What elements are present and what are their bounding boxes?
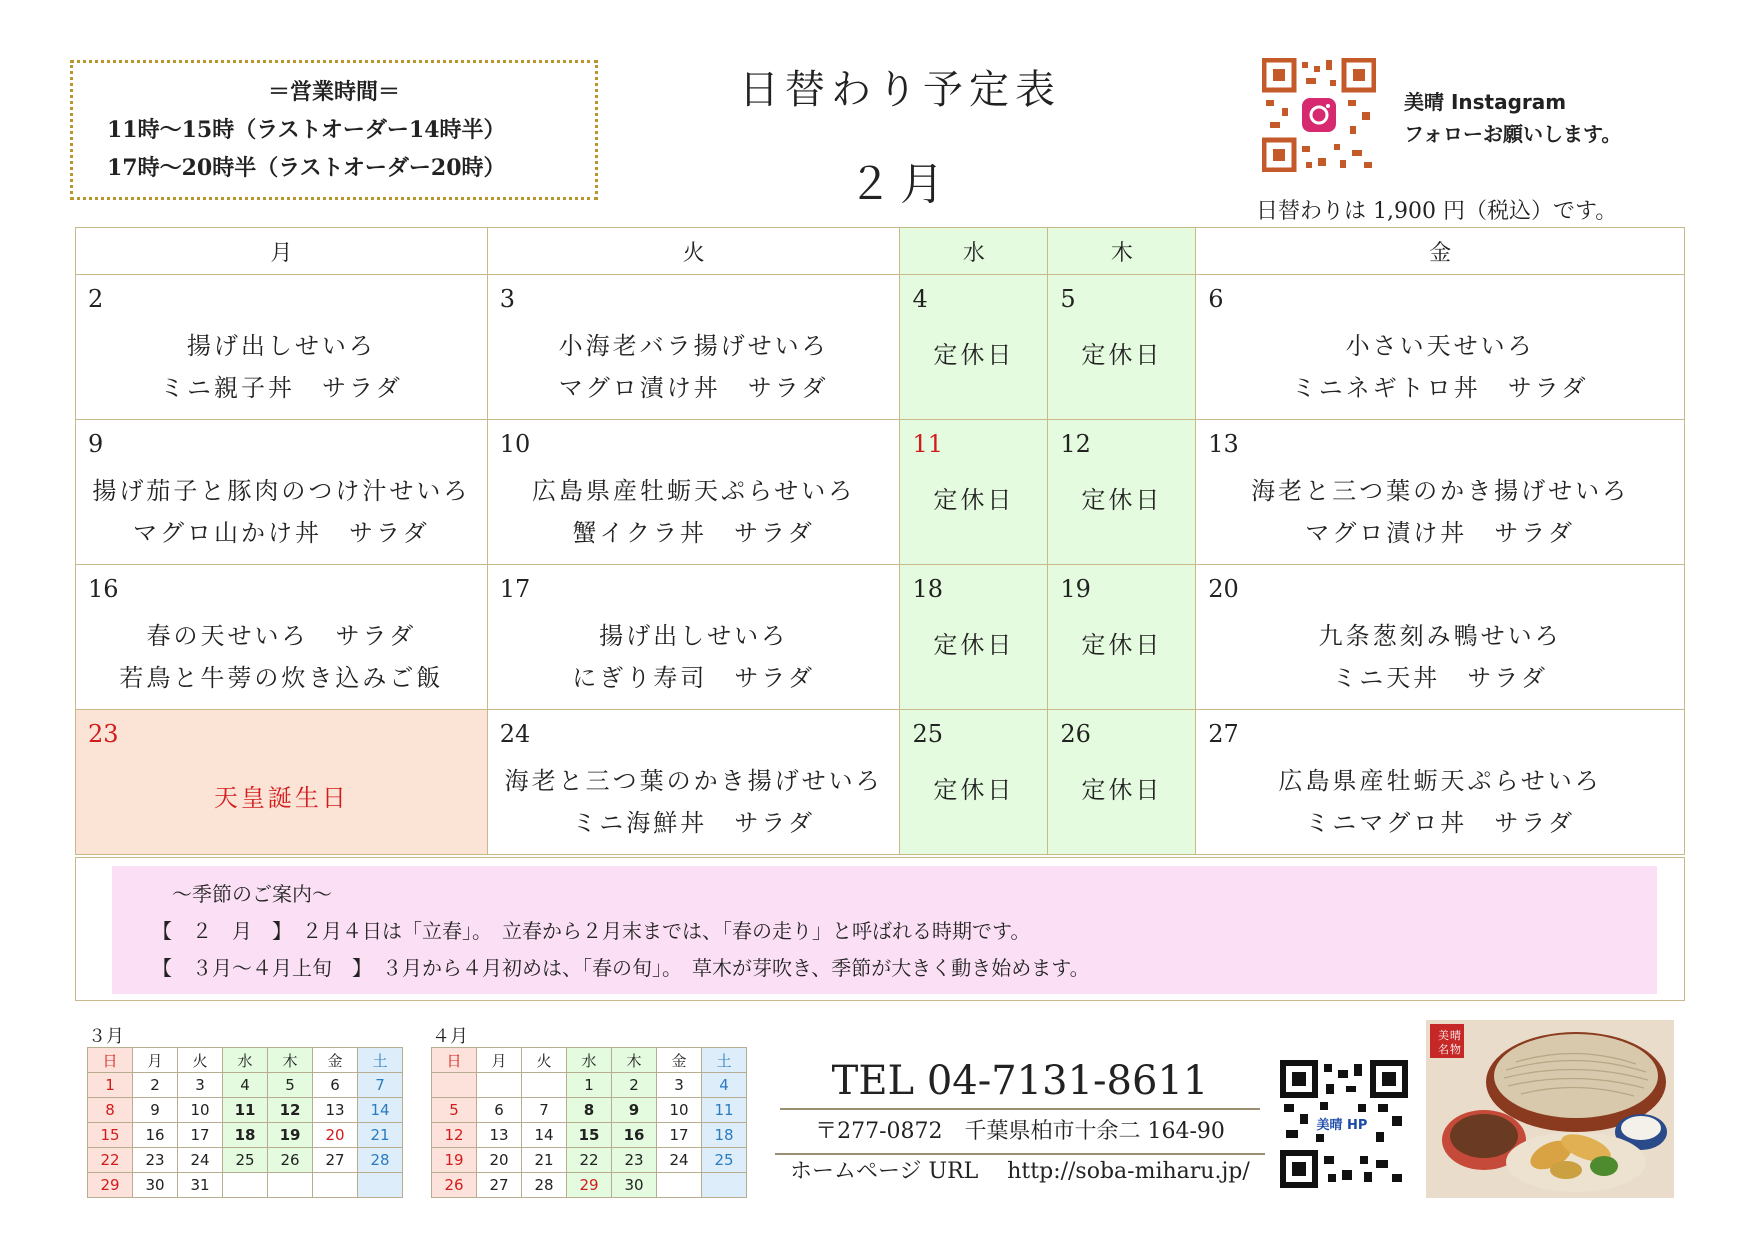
mini-day: 12 [268, 1098, 313, 1123]
menu-text [488, 275, 900, 409]
menu-line: 広島県産牡蛎天ぷらせいろ [531, 477, 856, 505]
menu-line: マグロ漬け丼 サラダ [1305, 519, 1576, 547]
mini-weekday: 水 [567, 1048, 612, 1073]
mini-day: 3 [657, 1073, 702, 1098]
menu-line: 若鳥と牛蒡の炊き込みご飯 [119, 664, 444, 692]
calendar-day-cell [1048, 275, 1196, 420]
mini-day: 27 [313, 1148, 358, 1173]
day-number: 24 [499, 720, 531, 748]
calendar-day-cell [76, 710, 488, 855]
calendar-day-cell [1048, 565, 1196, 710]
mini-day: 9 [133, 1098, 178, 1123]
mini-day: 19 [432, 1148, 477, 1173]
mini-day [358, 1173, 403, 1198]
mini-day: 20 [477, 1148, 522, 1173]
mini-day [657, 1173, 702, 1198]
mini-day: 2 [612, 1073, 657, 1098]
mini-weekday: 月 [133, 1048, 178, 1073]
mini-day: 14 [358, 1098, 403, 1123]
calendar-day-cell [487, 275, 900, 420]
mini-weekday: 金 [313, 1048, 358, 1073]
menu-line: 小さい天せいろ [1345, 332, 1535, 360]
mini-day: 17 [178, 1123, 223, 1148]
mini-day: 21 [358, 1123, 403, 1148]
calendar-day-cell [900, 275, 1048, 420]
mini-day: 14 [522, 1123, 567, 1148]
mini-day: 4 [702, 1073, 747, 1098]
mini-day: 29 [567, 1173, 612, 1198]
mini-march-label: ３月 [88, 1026, 124, 1047]
mini-day: 7 [358, 1073, 403, 1098]
mini-day: 15 [567, 1123, 612, 1148]
homepage-qr-label: 美晴 HP [1316, 1118, 1368, 1133]
mini-day [223, 1173, 268, 1198]
menu-line: 蟹イクラ丼 サラダ [572, 519, 815, 547]
weekday-wed: 水 [900, 228, 1048, 275]
calendar-day-cell [1196, 710, 1685, 855]
day-number: 3 [499, 285, 516, 313]
mini-day: 7 [522, 1098, 567, 1123]
closed-day-label: 定休日 [933, 776, 1015, 804]
mini-day: 8 [88, 1098, 133, 1123]
day-number: 9 [88, 430, 104, 458]
closed-day-label: 定休日 [1081, 776, 1163, 804]
photo-badge-char-4: 物 [1450, 1043, 1461, 1056]
weekday-thu: 木 [1048, 228, 1196, 275]
mini-day: 30 [133, 1173, 178, 1198]
mini-day: 12 [432, 1123, 477, 1148]
weekday-tue: 火 [487, 228, 900, 275]
mini-day: 27 [477, 1173, 522, 1198]
tempura-soba-photo [1426, 1020, 1674, 1198]
mini-day: 3 [178, 1073, 223, 1098]
mini-day: 26 [268, 1148, 313, 1173]
calendar-day-cell [1048, 710, 1196, 855]
mini-day: 24 [178, 1148, 223, 1173]
day-number: 27 [1208, 720, 1239, 748]
menu-line: ミニネギトロ丼 サラダ [1291, 374, 1589, 402]
calendar-day-cell [76, 565, 488, 710]
calendar-day-cell [900, 565, 1048, 710]
mini-day: 5 [432, 1098, 477, 1123]
mini-april-label: ４月 [432, 1026, 468, 1047]
mini-calendar-march [87, 1047, 403, 1198]
mini-day: 24 [657, 1148, 702, 1173]
mini-weekday: 火 [178, 1048, 223, 1073]
season-feb: 【 ２ 月 】 ２月４日は「立春」。 立春から２月末までは、「春の走り」と呼ばれる時期です。 [152, 919, 1031, 943]
mini-day: 9 [612, 1098, 657, 1123]
closed-day-label: 定休日 [933, 341, 1015, 369]
menu-text [1196, 275, 1684, 409]
menu-line: 揚げ茄子と豚肉のつけ汁せいろ [92, 477, 471, 505]
day-number: 20 [1208, 575, 1239, 603]
mini-day: 8 [567, 1098, 612, 1123]
mini-day: 18 [223, 1123, 268, 1148]
calendar-week [76, 565, 1685, 710]
menu-line: にぎり寿司 サラダ [572, 664, 815, 692]
menu-text [1196, 710, 1684, 844]
calendar-day-cell [900, 710, 1048, 855]
mini-weekday: 日 [432, 1048, 477, 1073]
mini-day: 10 [657, 1098, 702, 1123]
mini-day [522, 1073, 567, 1098]
weekday-fri: 金 [1196, 228, 1685, 275]
mini-day: 31 [178, 1173, 223, 1198]
price-note: 日替わりは 1,900 円（税込）です。 [1256, 199, 1618, 224]
phone-number: TEL 04-7131-8611 [780, 1058, 1260, 1110]
menu-line: マグロ漬け丼 サラダ [558, 374, 829, 402]
menu-line: マグロ山かけ丼 サラダ [132, 519, 430, 547]
day-number: 6 [1208, 285, 1224, 313]
day-number: 13 [1208, 430, 1239, 458]
mini-day: 11 [702, 1098, 747, 1123]
mini-day: 28 [358, 1148, 403, 1173]
page-title: 日替わり予定表 [739, 67, 1061, 113]
day-number: 5 [1060, 285, 1076, 313]
mini-day: 28 [522, 1173, 567, 1198]
calendar-day-cell [487, 565, 900, 710]
mini-day: 16 [133, 1123, 178, 1148]
menu-text [488, 565, 900, 699]
mini-day: 6 [477, 1098, 522, 1123]
mini-day [313, 1173, 358, 1198]
season-info [112, 866, 1657, 994]
day-number: 23 [88, 720, 119, 748]
day-number: 10 [499, 430, 531, 458]
mini-day [268, 1173, 313, 1198]
closed-day-label: 定休日 [933, 486, 1015, 514]
instagram-qr-code[interactable] [1262, 58, 1376, 172]
menu-text [1196, 565, 1684, 699]
mini-weekday: 土 [702, 1048, 747, 1073]
mini-day: 26 [432, 1173, 477, 1198]
menu-line: 九条葱刻み鴨せいろ [1318, 622, 1562, 650]
menu-text [76, 565, 487, 699]
mini-day: 23 [612, 1148, 657, 1173]
photo-badge-char-2: 晴 [1450, 1029, 1461, 1042]
day-number: 11 [912, 430, 944, 458]
photo-badge-char-1: 美 [1438, 1029, 1449, 1042]
mini-day: 23 [133, 1148, 178, 1173]
menu-text [488, 420, 900, 554]
menu-line: ミニマグロ丼 サラダ [1305, 809, 1576, 837]
calendar-day-cell [487, 420, 900, 565]
mini-weekday: 火 [522, 1048, 567, 1073]
mini-weekday: 木 [612, 1048, 657, 1073]
calendar-day-cell [76, 420, 488, 565]
mini-calendar-april [431, 1047, 747, 1198]
calendar-day-cell [1048, 420, 1196, 565]
mini-weekday: 土 [358, 1048, 403, 1073]
mini-weekday: 水 [223, 1048, 268, 1073]
mini-day: 25 [223, 1148, 268, 1173]
menu-line: ミニ親子丼 サラダ [159, 374, 403, 402]
instagram-label: 美晴 Instagram [1404, 90, 1567, 114]
hours-dinner: 17時～20時半（ラストオーダー20時） [107, 155, 506, 181]
mini-day: 5 [268, 1073, 313, 1098]
daily-menu-calendar [75, 227, 1685, 855]
mini-day: 22 [567, 1148, 612, 1173]
mini-day: 22 [88, 1148, 133, 1173]
mini-day: 29 [88, 1173, 133, 1198]
day-number: 26 [1060, 720, 1091, 748]
mini-weekday: 日 [88, 1048, 133, 1073]
mini-day: 30 [612, 1173, 657, 1198]
holiday-label: 天皇誕生日 [213, 784, 349, 812]
mini-day: 18 [702, 1123, 747, 1148]
menu-line: 揚げ出しせいろ [599, 622, 789, 650]
calendar-week [76, 275, 1685, 420]
photo-badge-char-3: 名 [1438, 1043, 1449, 1056]
mini-day: 20 [313, 1123, 358, 1148]
mini-day: 10 [178, 1098, 223, 1123]
calendar-day-cell [1196, 275, 1685, 420]
mini-day: 11 [223, 1098, 268, 1123]
mini-day: 4 [223, 1073, 268, 1098]
mini-day: 1 [567, 1073, 612, 1098]
mini-weekday: 木 [268, 1048, 313, 1073]
mini-day: 25 [702, 1148, 747, 1173]
calendar-day-cell [1196, 420, 1685, 565]
closed-day-label: 定休日 [1081, 341, 1163, 369]
mini-day: 13 [477, 1123, 522, 1148]
mini-day: 6 [313, 1073, 358, 1098]
menu-line: 海老と三つ葉のかき揚げせいろ [504, 767, 883, 795]
day-number: 16 [88, 575, 119, 603]
mini-weekday: 月 [477, 1048, 522, 1073]
menu-line: ミニ天丼 サラダ [1332, 664, 1549, 692]
season-mar-apr: 【 ３月～４月上旬 】 ３月から４月初めは、「春の旬」。 草木が芽吹き、季節が大きく動き始めます。 [152, 956, 1090, 980]
menu-line: 海老と三つ葉のかき揚げせいろ [1251, 477, 1630, 505]
weekday-mon: 月 [76, 228, 488, 275]
menu-text [76, 420, 487, 554]
closed-day-label: 定休日 [933, 631, 1015, 659]
hours-lunch: 11時～15時（ラストオーダー14時半） [107, 117, 506, 143]
menu-line: ミニ海鮮丼 サラダ [572, 809, 815, 837]
mini-day: 19 [268, 1123, 313, 1148]
menu-line: 揚げ出しせいろ [186, 332, 376, 360]
instagram-follow: フォローお願いします。 [1404, 122, 1622, 146]
menu-text [1196, 420, 1684, 554]
mini-weekday: 金 [657, 1048, 702, 1073]
instagram-text [1404, 86, 1621, 150]
calendar-week [76, 420, 1685, 565]
hours-title: ＝営業時間＝ [267, 79, 400, 105]
mini-day [702, 1173, 747, 1198]
mini-day [432, 1073, 477, 1098]
day-number: 25 [912, 720, 944, 748]
menu-line: 広島県産牡蛎天ぷらせいろ [1278, 767, 1602, 795]
day-number: 17 [499, 575, 531, 603]
mini-day: 13 [313, 1098, 358, 1123]
mini-day: 17 [657, 1123, 702, 1148]
day-number: 2 [88, 285, 104, 313]
calendar-day-cell [487, 710, 900, 855]
day-number: 19 [1060, 575, 1091, 603]
menu-line: 春の天せいろ サラダ [146, 622, 417, 650]
calendar-day-cell [76, 275, 488, 420]
day-number: 4 [912, 285, 928, 313]
mini-day [477, 1073, 522, 1098]
calendar-day-cell [1196, 565, 1685, 710]
day-number: 12 [1060, 430, 1091, 458]
closed-day-label: 定休日 [1081, 631, 1163, 659]
season-heading: ～季節のご案内～ [172, 882, 332, 906]
mini-day: 16 [612, 1123, 657, 1148]
menu-text [488, 710, 900, 844]
weekday-header [76, 228, 1685, 275]
address: 〒277-0872 千葉県柏市十余二 164-90 [775, 1114, 1265, 1155]
homepage-qr-code[interactable] [1280, 1060, 1408, 1188]
month-title: ２月 [848, 159, 952, 210]
mini-day: 15 [88, 1123, 133, 1148]
mini-day: 21 [522, 1148, 567, 1173]
day-number: 18 [912, 575, 944, 603]
closed-day-label: 定休日 [1081, 486, 1163, 514]
business-hours-box [70, 60, 598, 200]
mini-day: 1 [88, 1073, 133, 1098]
menu-text [76, 275, 487, 409]
calendar-week [76, 710, 1685, 855]
menu-line: 小海老バラ揚げせいろ [558, 332, 829, 360]
homepage-url[interactable]: ホームページ URL http://soba-miharu.jp/ [790, 1159, 1250, 1184]
mini-day: 2 [133, 1073, 178, 1098]
calendar-day-cell [900, 420, 1048, 565]
